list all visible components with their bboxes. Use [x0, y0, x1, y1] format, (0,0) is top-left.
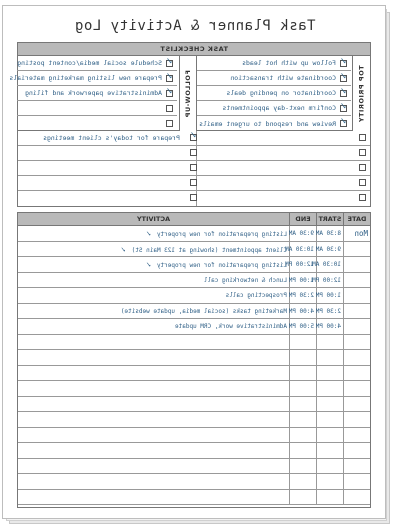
checklist-extra-row	[18, 146, 370, 161]
top-priority-item	[197, 71, 351, 86]
top-priority-list	[197, 56, 351, 131]
log-row	[18, 242, 370, 258]
log-start	[312, 273, 343, 288]
log-start-text: 12:00 PM	[312, 276, 341, 284]
log-start	[316, 288, 343, 303]
task-text: Review and respond to urgent emails	[199, 119, 336, 128]
log-start	[316, 459, 343, 474]
log-activity	[18, 350, 289, 365]
log-date	[343, 273, 370, 288]
log-row	[18, 273, 370, 289]
follow-up-item	[9, 71, 177, 86]
log-date	[343, 226, 370, 241]
log-activity-text: Listing preparation for new property	[156, 231, 287, 238]
log-date	[343, 242, 370, 257]
top-priority-item	[197, 116, 351, 131]
log-row	[18, 288, 370, 304]
follow-up-item	[17, 56, 177, 71]
checkbox[interactable]	[340, 90, 347, 97]
log-date	[343, 443, 370, 458]
task-text: Prepare new listing marketing materials	[9, 74, 162, 82]
log-row	[18, 412, 370, 428]
log-header-row	[18, 213, 370, 226]
log-activity	[18, 242, 289, 257]
log-activity	[18, 459, 289, 474]
checkbox[interactable]	[166, 60, 173, 67]
top-priority-item	[197, 101, 351, 116]
checkbox[interactable]	[359, 194, 366, 201]
task-text: Confirm next-day appointments	[222, 104, 336, 112]
checkbox[interactable]	[190, 149, 197, 156]
log-activity	[18, 304, 289, 319]
log-end-text: 5:00 PM	[288, 323, 314, 330]
checkbox[interactable]	[166, 75, 173, 82]
log-date	[343, 428, 370, 443]
checkbox[interactable]	[359, 149, 366, 156]
log-end	[289, 428, 316, 443]
log-row	[18, 319, 370, 335]
log-start	[316, 366, 343, 381]
log-activity	[18, 428, 289, 443]
checkbox[interactable]	[359, 164, 366, 171]
log-start-text: 4:00 PM	[315, 323, 341, 330]
log-row	[18, 304, 370, 320]
log-start	[316, 226, 343, 241]
log-row	[18, 459, 370, 475]
checkbox[interactable]	[190, 164, 197, 171]
log-end	[289, 350, 316, 365]
checklist-header: TASK CHECKLIST	[18, 43, 370, 56]
header-end: END	[289, 213, 316, 225]
log-start-text: 2:30 PM	[315, 307, 341, 315]
log-end	[289, 474, 316, 489]
log-start-text: 9:30 AM	[315, 245, 341, 253]
log-end-text: 4:00 PM	[288, 307, 314, 315]
log-end-text: 2:30 PM	[288, 292, 314, 299]
log-end	[289, 304, 316, 319]
checklist-extra-row	[18, 176, 370, 191]
log-activity	[18, 443, 289, 458]
follow-up-item	[17, 101, 177, 116]
log-date	[343, 304, 370, 319]
log-end	[289, 319, 316, 334]
checkbox[interactable]	[190, 194, 197, 201]
log-activity-text: Client appointment (showing at 123 Main St)	[131, 246, 287, 254]
checkbox[interactable]	[166, 90, 173, 97]
log-activity	[18, 381, 289, 396]
log-activity-text: Listing preparation for new property	[156, 262, 287, 269]
checklist-extra-row	[18, 131, 370, 146]
log-activity	[18, 490, 289, 505]
log-end	[289, 412, 316, 427]
checkbox[interactable]	[190, 134, 197, 141]
log-row	[18, 428, 370, 444]
log-start-text: 10:30 AM	[312, 261, 341, 268]
check-mark-icon: ✓	[146, 229, 151, 238]
log-row	[18, 397, 370, 413]
log-date	[343, 459, 370, 474]
log-row	[18, 474, 370, 490]
log-row	[18, 366, 370, 382]
log-end	[289, 335, 316, 350]
task-text: Administrative paperwork and filing	[25, 89, 162, 97]
checkbox[interactable]	[359, 179, 366, 186]
log-activity	[18, 474, 289, 489]
log-activity	[18, 412, 289, 427]
log-start	[316, 428, 343, 443]
log-activity	[18, 335, 289, 350]
task-text: Coordinate with transaction	[230, 74, 336, 82]
log-end	[289, 459, 316, 474]
log-start	[316, 335, 343, 350]
log-start	[316, 397, 343, 412]
log-date	[343, 366, 370, 381]
log-row	[18, 335, 370, 351]
log-date	[343, 319, 370, 334]
log-date-text: Mon	[354, 229, 368, 238]
check-mark-icon: ✓	[120, 244, 126, 254]
follow-up-item	[17, 116, 177, 131]
log-date	[343, 397, 370, 412]
task-text: Follow up with hot leads	[242, 59, 336, 67]
top-priority-item	[197, 56, 351, 71]
checklist-extra-row	[18, 161, 370, 176]
log-row	[18, 350, 370, 366]
log-end	[289, 443, 316, 458]
log-end	[289, 381, 316, 396]
log-end-text: 9:30 AM	[288, 230, 314, 237]
checklist-extra-row	[18, 191, 370, 206]
log-end	[289, 397, 316, 412]
log-row	[18, 490, 370, 506]
task-text: Schedule social media/content posting	[17, 59, 162, 67]
log-activity-text: Lunch & networking call	[203, 276, 287, 284]
log-date	[343, 490, 370, 505]
log-start	[316, 412, 343, 427]
log-date	[343, 257, 370, 272]
top-priority-item	[197, 86, 351, 101]
log-end	[285, 257, 316, 272]
task-text: Prepare for today's client meetings	[43, 134, 180, 142]
log-date	[343, 474, 370, 489]
activity-log	[17, 212, 371, 508]
log-start	[316, 490, 343, 505]
log-activity	[18, 257, 289, 272]
log-start	[316, 443, 343, 458]
log-activity	[18, 366, 289, 381]
checkbox[interactable]	[166, 105, 173, 112]
checkbox[interactable]	[340, 60, 347, 67]
follow-up-label: FOLLOW-UP	[179, 56, 197, 131]
log-activity-text: Marketing tasks (social media, update website)	[120, 307, 287, 315]
log-start	[312, 257, 343, 272]
log-row	[18, 443, 370, 459]
log-activity	[18, 273, 289, 288]
task-checklist	[9, 42, 371, 207]
checkbox[interactable]	[340, 75, 347, 82]
check-mark-icon: ✓	[146, 260, 151, 269]
log-row	[18, 257, 370, 273]
log-activity	[18, 319, 289, 334]
log-end	[289, 366, 316, 381]
log-activity-text: Prospecting calls	[225, 292, 287, 299]
log-activity-text: Administrative work, CRM update	[175, 323, 287, 330]
task-text: Coordinator on pending deals	[226, 89, 336, 97]
header-activity: ACTIVITY	[136, 215, 171, 223]
log-start	[316, 319, 343, 334]
log-end	[289, 226, 316, 241]
log-end	[289, 273, 316, 288]
checkbox[interactable]	[359, 134, 366, 141]
checkbox[interactable]	[340, 105, 347, 112]
log-row	[18, 226, 370, 242]
header-date: DATE	[343, 213, 370, 225]
checklist-bottom-section	[18, 131, 370, 206]
log-end	[285, 242, 316, 257]
log-start-text: 1:00 PM	[315, 292, 341, 299]
log-start	[316, 242, 343, 257]
checkbox[interactable]	[190, 179, 197, 186]
log-row	[18, 381, 370, 397]
log-start	[316, 381, 343, 396]
log-activity	[18, 288, 289, 303]
log-end	[289, 490, 316, 505]
mirrored-content	[3, 6, 387, 520]
header-start: START	[316, 213, 343, 225]
planner-sheet	[2, 5, 386, 519]
follow-up-list	[9, 56, 177, 131]
checkbox[interactable]	[166, 120, 173, 127]
log-date	[343, 288, 370, 303]
follow-up-item	[17, 86, 177, 101]
log-start-text: 8:30 AM	[315, 230, 341, 237]
log-date	[343, 381, 370, 396]
checkbox[interactable]	[340, 120, 347, 127]
log-date	[343, 412, 370, 427]
log-activity	[18, 226, 289, 241]
log-end-text: 1:00 PM	[288, 276, 314, 284]
log-date	[343, 350, 370, 365]
log-body	[18, 226, 370, 505]
page-title: Task Planner & Activity Log	[74, 18, 316, 34]
log-date	[343, 335, 370, 350]
log-end-text: 12:00 PM	[285, 261, 314, 268]
log-end-text: 10:30 AM	[285, 245, 314, 253]
log-start	[316, 350, 343, 365]
top-priority-label: TOP PRIORITY	[352, 56, 370, 131]
log-activity	[18, 397, 289, 412]
log-start	[316, 304, 343, 319]
log-end	[289, 288, 316, 303]
log-start	[316, 474, 343, 489]
checklist-top-section	[9, 56, 370, 131]
